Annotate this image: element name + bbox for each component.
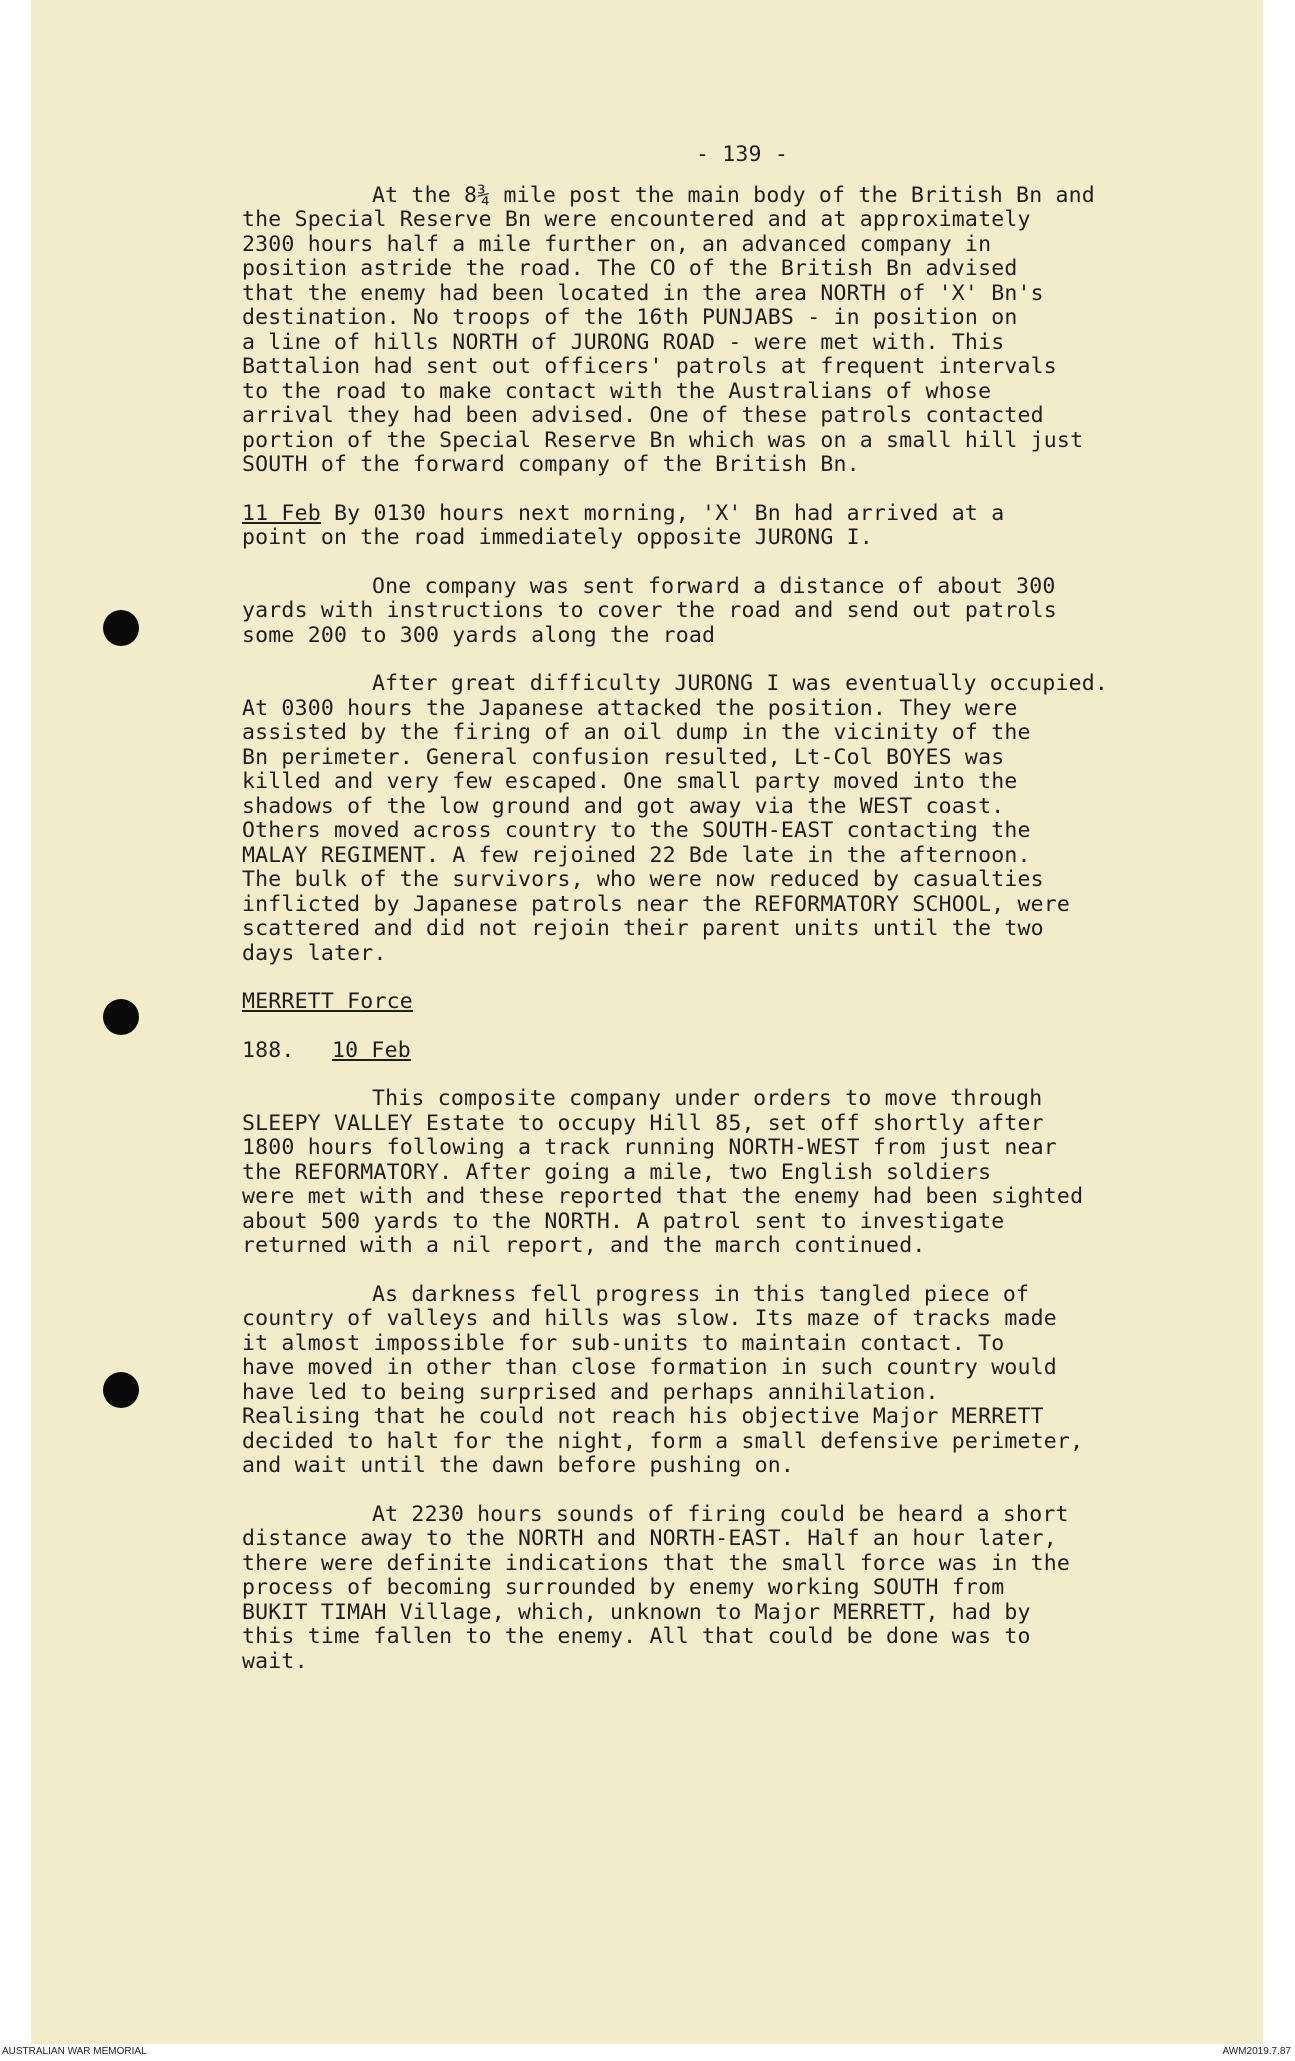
paragraph [242, 672, 1242, 966]
paragraph-text: yards with instructions to cover the road and send out patrols some 200 to 300 yards along the road [242, 598, 1057, 648]
paragraph-text: the Special Reserve Bn were encountered and at approximately 2300 hours half a mile further on, an advanced company in position astride the road. The CO of the British Bn advised that the enemy had been located in the area NORTH of 'X' Bn's destination. No troops of the 16th PUNJABS - in position on a line of hills NORTH of JURONG ROAD - were met with. This Battalion had sent out officers' patrols at frequent intervals to the road to make contact with the Australians of whose arrival they had been advised. One of these patrols contacted portion of the Special Reserve Bn which was on a small hill just SOUTH of the forward company of the British Bn. [242, 207, 1084, 477]
page-number: - 139 - [695, 142, 788, 167]
paragraph [242, 184, 1242, 478]
paragraph [242, 1283, 1242, 1479]
punch-hole [103, 999, 139, 1035]
section-date: 10 Feb [332, 1037, 411, 1063]
section-heading: MERRETT Force [242, 989, 413, 1014]
document-body [242, 143, 1242, 1698]
paragraph-text: distance away to the NORTH and NORTH-EAST. Half an hour later, there were definite indications that the small force was in the process of becoming surrounded by enemy working SOUTH from BUKIT TIMAH Village, which, unknown to Major MERRETT, had by this time fallen to the enemy. All that could be done was to wait. [242, 1526, 1071, 1674]
paragraph-first-line: This composite company under orders to move through [372, 1086, 1043, 1111]
punch-hole [103, 1372, 139, 1408]
paragraph-first-line: At the 8¾ mile post the main body of the British Bn and [372, 182, 1095, 208]
paragraph-text: country of valleys and hills was slow. Its maze of tracks made it almost impossible for sub-units to maintain contact. To have moved in other than close formation in such country would have led to being surprised and perhaps annihilation. Realising that he could not reach his objective Major MERRETT decided to halt for the night, form a small defensive perimeter, and wait until the dawn before pushing on. [242, 1306, 1084, 1478]
section-number-line [242, 1039, 1242, 1064]
paragraph-text: SLEEPY VALLEY Estate to occupy Hill 85, set off shortly after 1800 hours following a track running NORTH-WEST from just near the REFORMATORY. After going a mile, two English soldiers were met with and these reported that the enemy had been sighted about 500 yards to the NORTH. A patrol sent to investigate returned with a nil report, and the march continued. [242, 1110, 1084, 1258]
paragraph [242, 575, 1242, 649]
paragraph-text: point on the road immediately opposite JURONG I. [242, 525, 873, 550]
footer-left: AUSTRALIAN WAR MEMORIAL [2, 2046, 147, 2057]
margin-date: 11 Feb [242, 500, 321, 526]
section-number: 188. [242, 1037, 295, 1063]
paragraph [242, 1087, 1242, 1259]
paragraph-first-line: At 2230 hours sounds of firing could be heard a short [372, 1501, 1069, 1527]
paragraph-first-line: By 0130 hours next morning, 'X' Bn had arrived at a [320, 500, 1005, 526]
punch-hole [103, 610, 139, 646]
footer-bar [0, 2044, 1295, 2061]
footer-right: AWM2019.7.87 [1222, 2046, 1291, 2057]
paragraph [242, 502, 1242, 551]
paragraph-first-line: As darkness fell progress in this tangled piece of [372, 1281, 1030, 1307]
paragraph-first-line: One company was sent forward a distance of about 300 [372, 573, 1056, 599]
paragraph [242, 1503, 1242, 1675]
paragraph-first-line: After great difficulty JURONG I was eventually occupied. [372, 671, 1109, 696]
paragraph-text: At 0300 hours the Japanese attacked the position. They were assisted by the firing of an oil dump in the vicinity of the Bn perimeter. General confusion resulted, Lt-Col BOYES was killed and very few escaped. One small party moved into the shadows of the low ground and got away via the WEST coast. Others moved across country to the SOUTH-EAST contacting the MALAY REGIMENT. A few rejoined 22 Bde late in the afternoon. The bulk of the survivors, who were now reduced by casualties inflicted by Japanese patrols near the REFORMATORY SCHOOL, were scattered and did not rejoin their parent units until the two days later. [242, 695, 1071, 966]
document-page [31, 0, 1263, 2044]
